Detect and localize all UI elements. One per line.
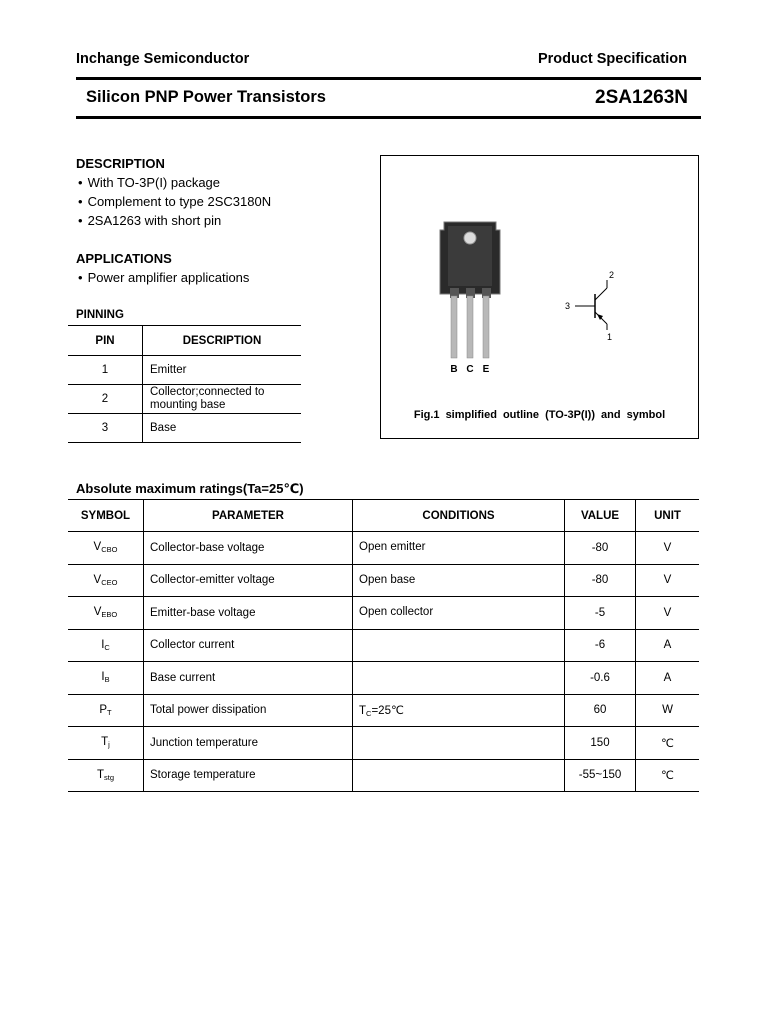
value-cell: -80 (565, 564, 636, 597)
company-name: Inchange Semiconductor (76, 51, 250, 67)
symbol-pin-2: 2 (609, 270, 615, 280)
value-cell: -0.6 (565, 662, 636, 695)
figure-caption: Fig.1 simplified outline (TO-3P(I)) and symbol (413, 409, 666, 421)
to3p-package-image (436, 216, 516, 376)
spec-label: Product Specification (537, 51, 687, 67)
header-rule-bottom (76, 116, 701, 119)
conditions-cell: Open emitter (353, 532, 565, 565)
parameter-cell: Storage temperature (144, 759, 353, 792)
header-rule-top (76, 77, 701, 80)
symbol-cell: $T_{stg}$ (68, 759, 144, 792)
table-row (68, 694, 699, 727)
col-unit: UNIT (636, 500, 700, 532)
parameter-cell: Total power dissipation (144, 694, 353, 727)
description-item: • Complement to type 2SC3180N (78, 194, 271, 209)
value-cell: -6 (565, 629, 636, 662)
table-header-row (68, 500, 699, 532)
unit-cell: W (636, 694, 700, 727)
parameter-cell: Emitter-base voltage (144, 597, 353, 630)
description-item: • 2SA1263 with short pin (78, 213, 221, 228)
table-row (68, 629, 699, 662)
lead-label-c: C (466, 364, 474, 375)
pin-number: 3 (68, 414, 143, 443)
col-description: DESCRIPTION (143, 326, 302, 356)
unit-cell: A (636, 629, 700, 662)
value-cell: -80 (565, 532, 636, 565)
document-title: Silicon PNP Power Transistors (86, 88, 326, 106)
pinning-table (68, 325, 301, 443)
ratings-table (68, 499, 699, 792)
symbol-cell: $P_T$ (68, 694, 144, 727)
parameter-cell: Collector current (144, 629, 353, 662)
table-row (68, 532, 699, 565)
parameter-cell: Junction temperature (144, 727, 353, 760)
unit-cell: V (636, 564, 700, 597)
applications-item: • Power amplifier applications (78, 270, 249, 285)
pin-number: 1 (68, 356, 143, 385)
value-cell: 150 (565, 727, 636, 760)
symbol-cell: $V_{EBO}$ (68, 597, 144, 630)
conditions-cell: $T_C=25℃$ (353, 694, 565, 727)
table-row (68, 356, 301, 385)
table-header-row (68, 326, 301, 356)
unit-cell: ℃ (636, 759, 700, 792)
conditions-cell (353, 629, 565, 662)
pin-description: Collector;connected to mounting base (143, 385, 302, 414)
parameter-cell: Collector-emitter voltage (144, 564, 353, 597)
lead-label-e: E (482, 364, 490, 375)
table-row (68, 662, 699, 695)
table-row (68, 759, 699, 792)
symbol-cell: $V_{CBO}$ (68, 532, 144, 565)
pin-description: Base (143, 414, 302, 443)
value-cell: -5 (565, 597, 636, 630)
description-heading: DESCRIPTION (76, 156, 165, 171)
unit-cell: V (636, 597, 700, 630)
description-item: • With TO-3P(I) package (78, 175, 220, 190)
pin-description: Emitter (143, 356, 302, 385)
conditions-cell (353, 759, 565, 792)
col-conditions: CONDITIONS (353, 500, 565, 532)
figure-box (380, 155, 699, 439)
symbol-cell: $V_{CEO}$ (68, 564, 144, 597)
table-row (68, 727, 699, 760)
conditions-cell: Open collector (353, 597, 565, 630)
parameter-cell: Collector-base voltage (144, 532, 353, 565)
table-row (68, 385, 301, 414)
value-cell: -55~150 (565, 759, 636, 792)
unit-cell: V (636, 532, 700, 565)
unit-cell: A (636, 662, 700, 695)
conditions-cell (353, 727, 565, 760)
unit-cell: ℃ (636, 727, 700, 760)
lead-label-b: B (450, 364, 458, 375)
symbol-pin-3: 3 (565, 301, 571, 311)
table-row (68, 564, 699, 597)
conditions-cell (353, 662, 565, 695)
table-row (68, 414, 301, 443)
symbol-cell: $I_B$ (68, 662, 144, 695)
col-symbol: SYMBOL (68, 500, 144, 532)
pnp-transistor-symbol (561, 266, 621, 346)
applications-heading: APPLICATIONS (76, 251, 172, 266)
symbol-pin-1: 1 (607, 332, 613, 342)
col-parameter: PARAMETER (144, 500, 353, 532)
col-pin: PIN (68, 326, 143, 356)
table-row (68, 597, 699, 630)
part-number: 2SA1263N (595, 87, 688, 108)
col-value: VALUE (565, 500, 636, 532)
conditions-cell: Open base (353, 564, 565, 597)
symbol-cell: $T_j$ (68, 727, 144, 760)
pin-number: 2 (68, 385, 143, 414)
symbol-cell: $I_C$ (68, 629, 144, 662)
parameter-cell: Base current (144, 662, 353, 695)
ratings-heading: Absolute maximum ratings(Ta=25℃) (76, 481, 304, 496)
value-cell: 60 (565, 694, 636, 727)
pinning-heading: PINNING (76, 309, 124, 321)
